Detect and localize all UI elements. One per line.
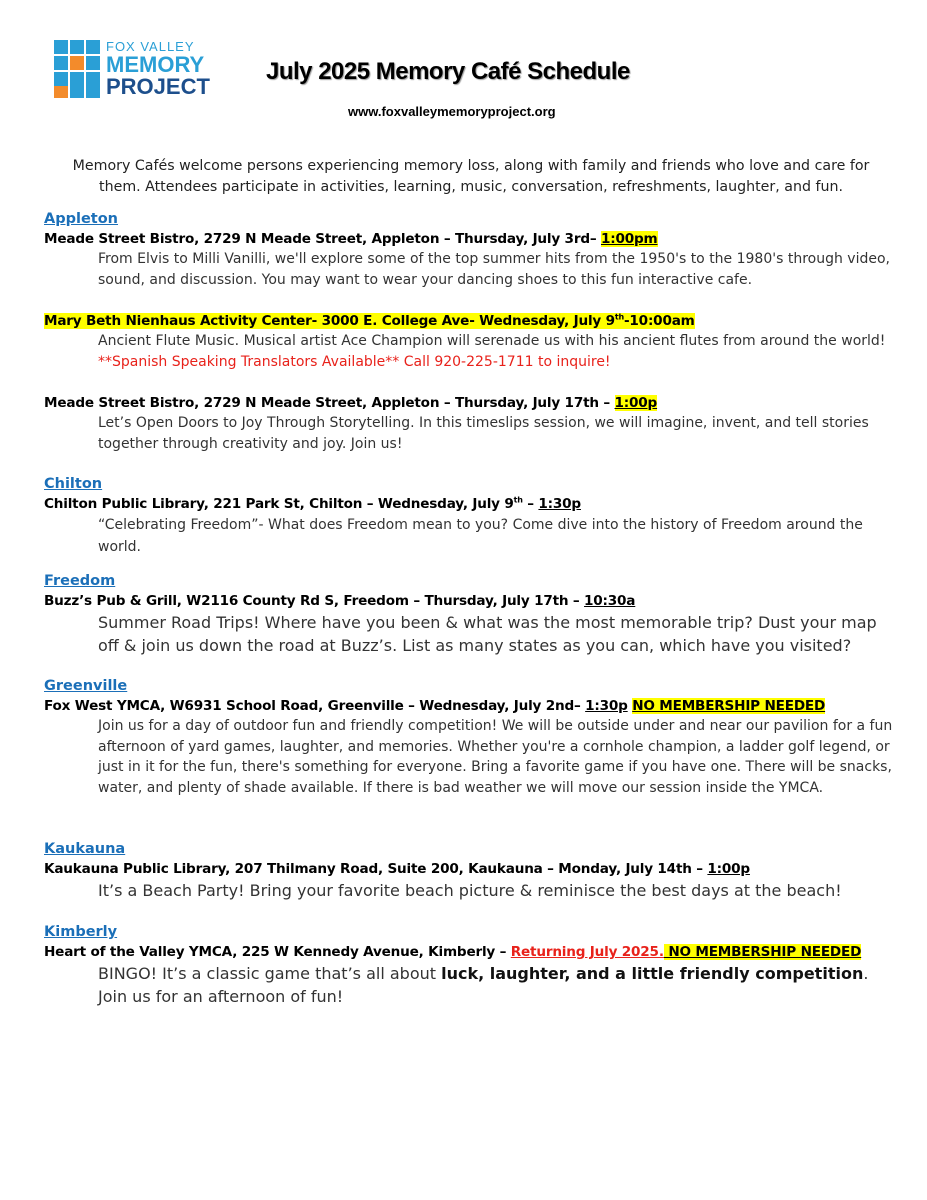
region-heading-freedom[interactable]: Freedom — [44, 573, 116, 589]
event-separator: – — [522, 496, 539, 512]
event-description — [98, 962, 894, 1008]
translator-note: **Spanish Speaking Translators Available** Call 920-225-1711 to inquire! — [98, 354, 611, 370]
greenville-section — [44, 676, 894, 798]
event-location: Kaukauna Public Library, 207 Thilmany Road, Suite 200, Kaukauna – Monday, July 14th – — [44, 861, 708, 877]
ordinal-suffix: th — [513, 495, 523, 505]
event-time: 1:00pm — [600, 231, 658, 247]
chilton-section — [44, 474, 894, 558]
event-description: Join us for a day of outdoor fun and friendly competition! We will be outside under and near our pavilion for a fun afternoon of yard games, laughter, and memories. Whether you're a cornhole champion, a ladder golf legend, or just in it for the fun, there's something for everyone. Bring a favorite game if you have one. There will be snacks, water, and plenty of shade available. If there is bad weather we will move our session inside the YMCA. — [98, 718, 893, 796]
appleton-event-2 — [44, 311, 894, 373]
appleton-section — [44, 209, 894, 291]
event-time: 1:30p — [538, 496, 581, 512]
event-heading — [44, 942, 894, 962]
event-heading — [44, 393, 894, 413]
freedom-section — [44, 571, 894, 657]
logo — [54, 40, 220, 102]
region-heading-kimberly[interactable]: Kimberly — [44, 924, 118, 940]
website-link[interactable]: www.foxvalleymemoryproject.org — [348, 104, 556, 119]
event-heading — [44, 859, 894, 879]
event-time: -10:00am — [623, 313, 695, 329]
event-description-text: Ancient Flute Music. Musical artist Ace Champion will serenade us with his ancient flutes from around the world! — [98, 333, 886, 349]
event-location: Buzz’s Pub & Grill, W2116 County Rd S, Freedom – Thursday, July 17th – — [44, 593, 585, 609]
event-time: 1:00p — [614, 395, 658, 411]
event-description: From Elvis to Milli Vanilli, we'll explore some of the top summer hits from the 1950's to the 1980's through video, sound, and discussion. You may want to wear your dancing shoes to this fun interactive cafe. — [98, 251, 890, 288]
kimberly-section — [44, 922, 894, 1008]
event-description-text: BINGO! It’s a classic game that’s all about — [98, 964, 442, 983]
event-description: It’s a Beach Party! Bring your favorite beach picture & reminisce the best days at the beach! — [98, 881, 842, 900]
appleton-event-3 — [44, 393, 894, 455]
membership-badge: NO MEMBERSHIP NEEDED — [663, 944, 862, 960]
event-heading — [44, 229, 894, 249]
event-heading — [44, 591, 894, 611]
returning-note: Returning July 2025. — [510, 944, 664, 960]
event-location: Heart of the Valley YMCA, 225 W Kennedy Avenue, Kimberly – — [44, 944, 511, 960]
event-description — [98, 331, 894, 373]
logo-line-1: FOX VALLEY — [106, 39, 195, 54]
event-location: Meade Street Bistro, 2729 N Meade Street, Appleton – Thursday, July 17th – — [44, 395, 615, 411]
region-heading-chilton[interactable]: Chilton — [44, 476, 103, 492]
event-description: Let’s Open Doors to Joy Through Storytelling. In this timeslips session, we will imagine, invent, and tell stories together through creativity and joy. Join us! — [98, 415, 869, 452]
event-heading — [44, 494, 894, 514]
event-heading — [44, 311, 894, 331]
event-description-bold: luck, laughter, and a little friendly competition — [441, 964, 864, 983]
logo-grid-icon — [54, 40, 102, 100]
event-location: Meade Street Bistro, 2729 N Meade Street, Appleton – Thursday, July 3rd– — [44, 231, 601, 247]
intro-paragraph: Memory Cafés welcome persons experiencing memory loss, along with family and friends who love and care for them. Attendees participate in activities, learning, music, conversation, refreshments, laughter, and fun. — [72, 158, 870, 195]
region-heading-greenville[interactable]: Greenville — [44, 678, 128, 694]
event-time: 10:30a — [584, 593, 636, 609]
region-heading-kaukauna[interactable]: Kaukauna — [44, 841, 126, 857]
logo-line-3: PROJECT — [106, 74, 210, 99]
event-location: Mary Beth Nienhaus Activity Center- 3000 E. College Ave- Wednesday, July 9 — [44, 313, 615, 329]
event-description: “Celebrating Freedom”- What does Freedom mean to you? Come dive into the history of Freedom around the world. — [98, 517, 863, 555]
ordinal-suffix: th — [614, 312, 624, 322]
event-time: 1:00p — [707, 861, 750, 877]
membership-badge: NO MEMBERSHIP NEEDED — [632, 698, 826, 714]
event-location: Fox West YMCA, W6931 School Road, Greenville – Wednesday, July 2nd– — [44, 698, 586, 714]
event-time: 1:30p — [585, 698, 628, 714]
page-title: July 2025 Memory Café Schedule — [266, 58, 630, 85]
event-description: Summer Road Trips! Where have you been & what was the most memorable trip? Dust your map off & join us down the road at Buzz’s. List as many states as you can, which have you visited? — [98, 613, 877, 655]
region-heading-appleton[interactable]: Appleton — [44, 211, 119, 227]
event-description-end: . — [863, 964, 869, 983]
kaukauna-section — [44, 839, 894, 902]
logo-line-2: MEMORY — [106, 52, 205, 77]
event-heading — [44, 696, 894, 716]
event-description-closing: Join us for an afternoon of fun! — [98, 987, 344, 1006]
event-location: Chilton Public Library, 221 Park St, Chilton – Wednesday, July 9 — [44, 496, 514, 512]
